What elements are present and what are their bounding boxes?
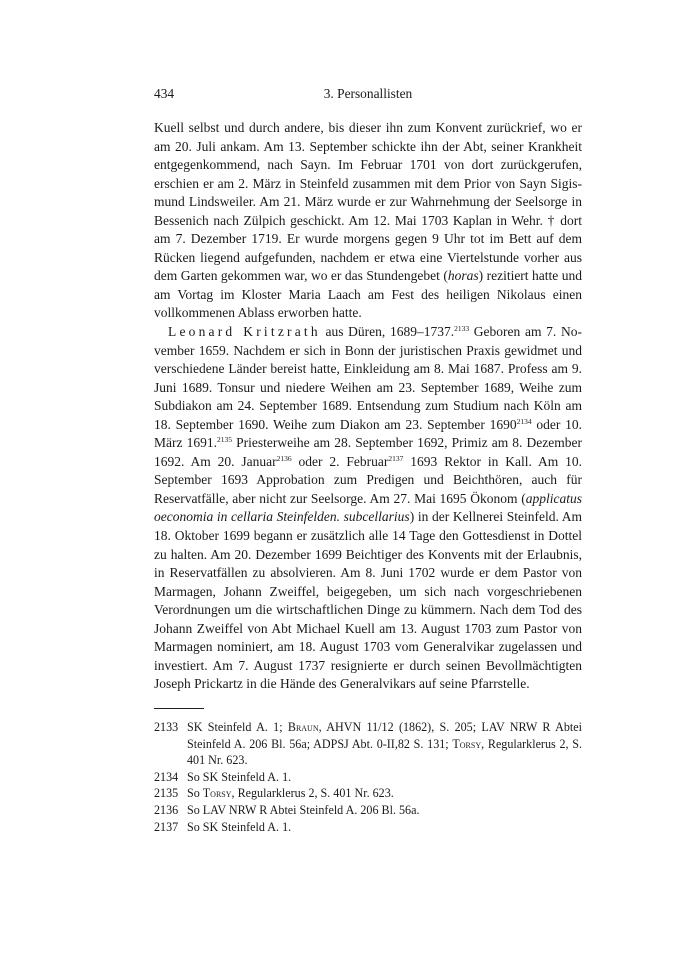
paragraph-continuation — [154, 119, 582, 323]
footnote-number: 2137 — [154, 819, 179, 834]
footnote-ref-2137[interactable]: 2137 — [388, 453, 404, 463]
running-head: 3. Personallisten — [323, 86, 413, 101]
footnote-2136 — [154, 802, 582, 819]
footnote-text: So SK Steinfeld A. 1. — [187, 769, 292, 784]
author-name: Torsy — [202, 786, 232, 801]
footnote-2137 — [154, 819, 582, 836]
footnote-2134 — [154, 769, 582, 786]
footnote-number: 2136 — [154, 802, 179, 817]
footnote-text: So Torsy, Regularklerus 2, S. 401 Nr. 623. — [187, 786, 394, 801]
paragraph-text: Kuell selbst und durch andere, bis dieser ihn zum Konvent zurückrief, wo er am 20. Juli ankam. Am 13. September schickte ihn der Abt, seiner Krankheit entgegenkommend, nach Sayn. Im Februar 1701 von dort zurückgerufen, erschien er am 2. März in Steinfeld zusammen mit dem Prior von Sayn Sigismund Lindsweiler. Am 21. März wurde er zur Wahrnehmung der Seelsorge in Bessenich nach Zülpich geschickt. Am 12. Mai 1703 Kaplan in Wehr. † dort am 7. Dezember 1719. Er wurde morgens gegen 9 Uhr tot im Bett auf dem Rücken liegend aufgefunden, nachdem er etwa eine Viertelstunde vorher aus dem Garten gekommen war, wo er das Stundengebet ( — [154, 120, 582, 284]
paragraph-text: Geboren am 7. November 1659. Nachdem er sich in Bonn der juristischen Praxis gewidmet und verschiedene Länder bereist hatte, Einkleidung am 8. Mai 1687. Profess am 9. Juni 1689. Tonsur und niedere Weihen am 23. September 1689, Weihe zum Subdiakon am 24. September 1689. Entsendung zum Studium nach Köln am 18. September 1690. Weihe zum Diakon am 23. September 1690 — [154, 324, 582, 432]
italic-term: applicatus oeconomia in cellaria Steinfelden. subcellarius — [154, 490, 582, 525]
paragraph-text: 1693 Rektor in Kall. Am 10. September 1693 Approbation zum Predigen und Beichthören, auch für Reservatfälle, aber nicht zur Seelsorge. Am 27. Mai 1695 Ökonom ( — [154, 453, 582, 506]
footnotes — [154, 719, 582, 835]
footnote-number: 2133 — [154, 719, 179, 734]
book-page — [154, 86, 582, 835]
paragraph-text: oder 10. März 1691. — [154, 416, 582, 451]
author-name: Braun — [287, 719, 319, 734]
footnote-text: So SK Steinfeld A. 1. — [187, 819, 292, 834]
paragraph-text: Priesterweihe am 28. September 1692, Primiz am 8. Dezember 1692. Am 20. Januar — [154, 435, 583, 469]
author-name: Torsy — [452, 736, 482, 751]
footnote-number: 2135 — [154, 786, 179, 801]
footnote-2133 — [154, 719, 582, 769]
footnote-ref-2133[interactable]: 2133 — [454, 324, 470, 334]
paragraph-text: ) rezitiert hatte und am Vortag im Kloster Maria Laach am Fest des heiligen Nikolaus einen vollkommenen Ablass erworben hatte. — [154, 268, 583, 321]
footnote-ref-2135[interactable]: 2135 — [216, 435, 232, 445]
italic-term: horas — [447, 268, 479, 284]
entry-leonard-kritzrath — [154, 323, 582, 694]
entry-name: Leonard Kritzrath — [168, 324, 321, 340]
footnote-text: So LAV NRW R Abtei Steinfeld A. 206 Bl. 56a. — [187, 802, 420, 817]
page-number: 434 — [154, 86, 175, 101]
paragraph-text: oder 2. Februar — [291, 453, 389, 469]
footnote-ref-2136[interactable]: 2136 — [276, 453, 292, 463]
footnote-2135 — [154, 785, 582, 802]
paragraph-text: aus Düren, 1689–1737. — [320, 324, 455, 340]
footnote-divider — [154, 708, 204, 709]
page-header — [154, 86, 582, 106]
footnote-text: SK Steinfeld A. 1; Braun, AHVN 11/12 (1862), S. 205; LAV NRW R Abtei Steinfeld A. 206 Bl. 56a; ADPSJ Abt. 0-II,82 S. 131; Torsy, Regularklerus 2, S. 401 Nr. 623. — [187, 719, 582, 768]
footnote-number: 2134 — [154, 769, 179, 784]
footnote-ref-2134[interactable]: 2134 — [516, 416, 532, 426]
paragraph-text: ) in der Kellnerei Steinfeld. Am 18. Oktober 1699 begann er zusätzlich alle 14 Tage den Gottesdienst in Dottel zu halten. Am 20. Dezember 1699 Beichtiger des Konvents mit der Erlaubnis, in Reservatfällen zu absolvieren. Am 8. Juni 1702 wurde er dem Pastor von Marmagen, Johann Zweiffel, beigegeben, um sich nach vorgeschriebenen Verordnungen um die wirtschaftlichen Dinge zu kümmern. Nach dem Tod des Johann Zweiffel von Abt Michael Kuell am 13. August 1703 zum Pastor von Marmagen nominiert, am 18. August 1703 vom Generalvikar zugelassen und investiert. Am 7. August 1737 resignierte er durch seinen Bevollmächtigten Joseph Prickartz in die Hände des Generalvikars auf seine Pfarrstelle. — [154, 509, 583, 692]
body-text — [154, 119, 582, 694]
